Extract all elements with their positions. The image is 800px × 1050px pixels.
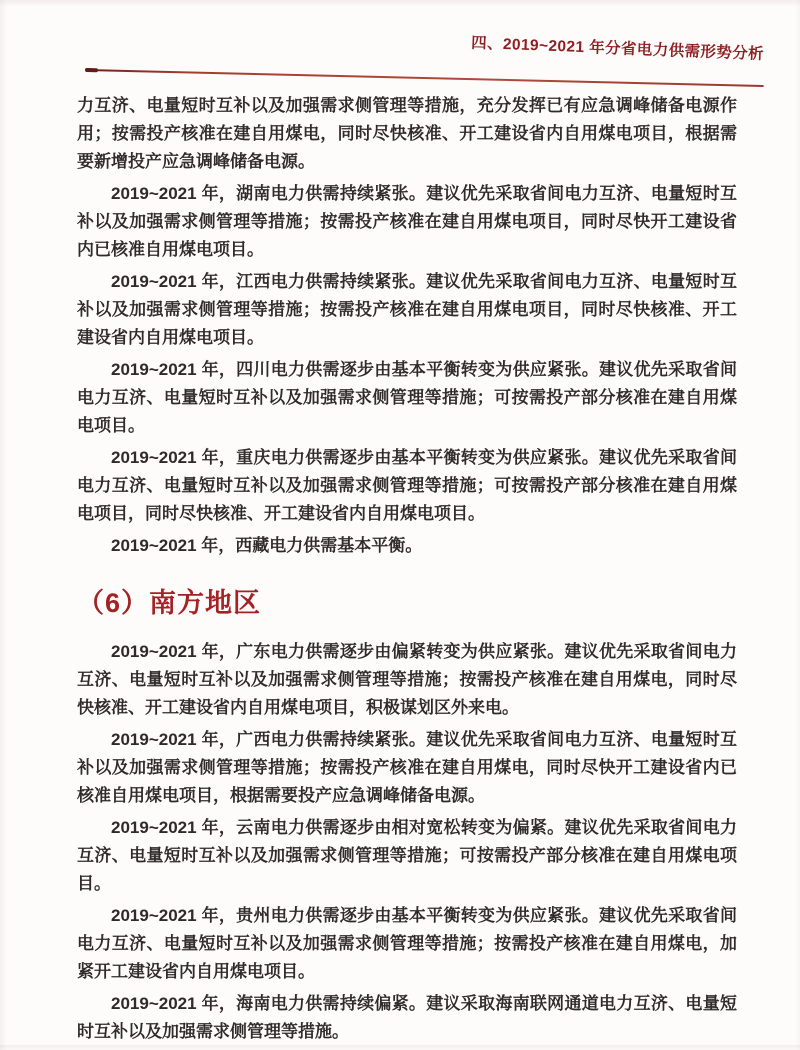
header-rule xyxy=(86,69,764,87)
paragraph-chongqing: 2019~2021 年，重庆电力供需逐步由基本平衡转变为供应紧张。建议优先采取省间电力互济、电量短时互补以及加强需求侧管理等措施；可按需投产部分核准在建自用煤电项目，同时尽快核准、开工建设省内自用煤电项目。 xyxy=(77,448,737,523)
paragraph-hunan: 2019~2021 年，湖南电力供需持续紧张。建议优先采取省间电力互济、电量短时互补以及加强需求侧管理等措施；按需投产核准在建自用煤电项目，同时尽快开工建设省内已核准自用煤电项目。 xyxy=(77,184,737,259)
document-body xyxy=(77,92,737,1050)
chapter-title: 四、2019~2021 年分省电力供需形势分析 xyxy=(470,34,765,63)
paragraph-guizhou: 2019~2021 年，贵州电力供需逐步由基本平衡转变为供应紧张。建议优先采取省间电力互济、电量短时互补以及加强需求侧管理等措施；按需投产核准在建自用煤电，加紧开工建设省内自用煤电项目。 xyxy=(77,906,737,981)
paragraph-hainan: 2019~2021 年，海南电力供需持续偏紧。建议采取海南联网通道电力互济、电量短时互补以及加强需求侧管理等措施。 xyxy=(77,994,737,1041)
paragraph-guangxi: 2019~2021 年，广西电力供需持续紧张。建议优先采取省间电力互济、电量短时互补以及加强需求侧管理等措施；按需投产核准在建自用煤电，同时尽快开工建设省内已核准自用煤电项目，根据需要投产应急调峰储备电源。 xyxy=(77,730,737,805)
section-heading-south-china: （6）南方地区 xyxy=(77,588,262,618)
paragraph-jiangxi: 2019~2021 年，江西电力供需持续紧张。建议优先采取省间电力互济、电量短时互补以及加强需求侧管理等措施；按需投产核准在建自用煤电项目，同时尽快核准、开工建设省内自用煤电项目。 xyxy=(77,272,737,347)
paragraph-guangdong: 2019~2021 年，广东电力供需逐步由偏紧转变为供应紧张。建议优先采取省间电力互济、电量短时互补以及加强需求侧管理等措施；按需投产核准在建自用煤电，同时尽快核准、开工建设省内自用煤电项目，积极谋划区外来电。 xyxy=(77,642,737,717)
paragraph-sichuan: 2019~2021 年，四川电力供需逐步由基本平衡转变为供应紧张。建议优先采取省间电力互济、电量短时互补以及加强需求侧管理等措施；可按需投产部分核准在建自用煤电项目。 xyxy=(77,360,737,435)
paragraph-xizang: 2019~2021 年，西藏电力供需基本平衡。 xyxy=(111,536,423,555)
paragraph-continuation: 力互济、电量短时互补以及加强需求侧管理等措施，充分发挥已有应急调峰储备电源作用；按需投产核准在建自用煤电，同时尽快核准、开工建设省内自用煤电项目，根据需要新增投产应急调峰储备电源。 xyxy=(77,96,737,171)
paragraph-yunnan: 2019~2021 年，云南电力供需逐步由相对宽松转变为偏紧。建议优先采取省间电力互济、电量短时互补以及加强需求侧管理等措施；可按需投产部分核准在建自用煤电项目。 xyxy=(77,818,737,893)
